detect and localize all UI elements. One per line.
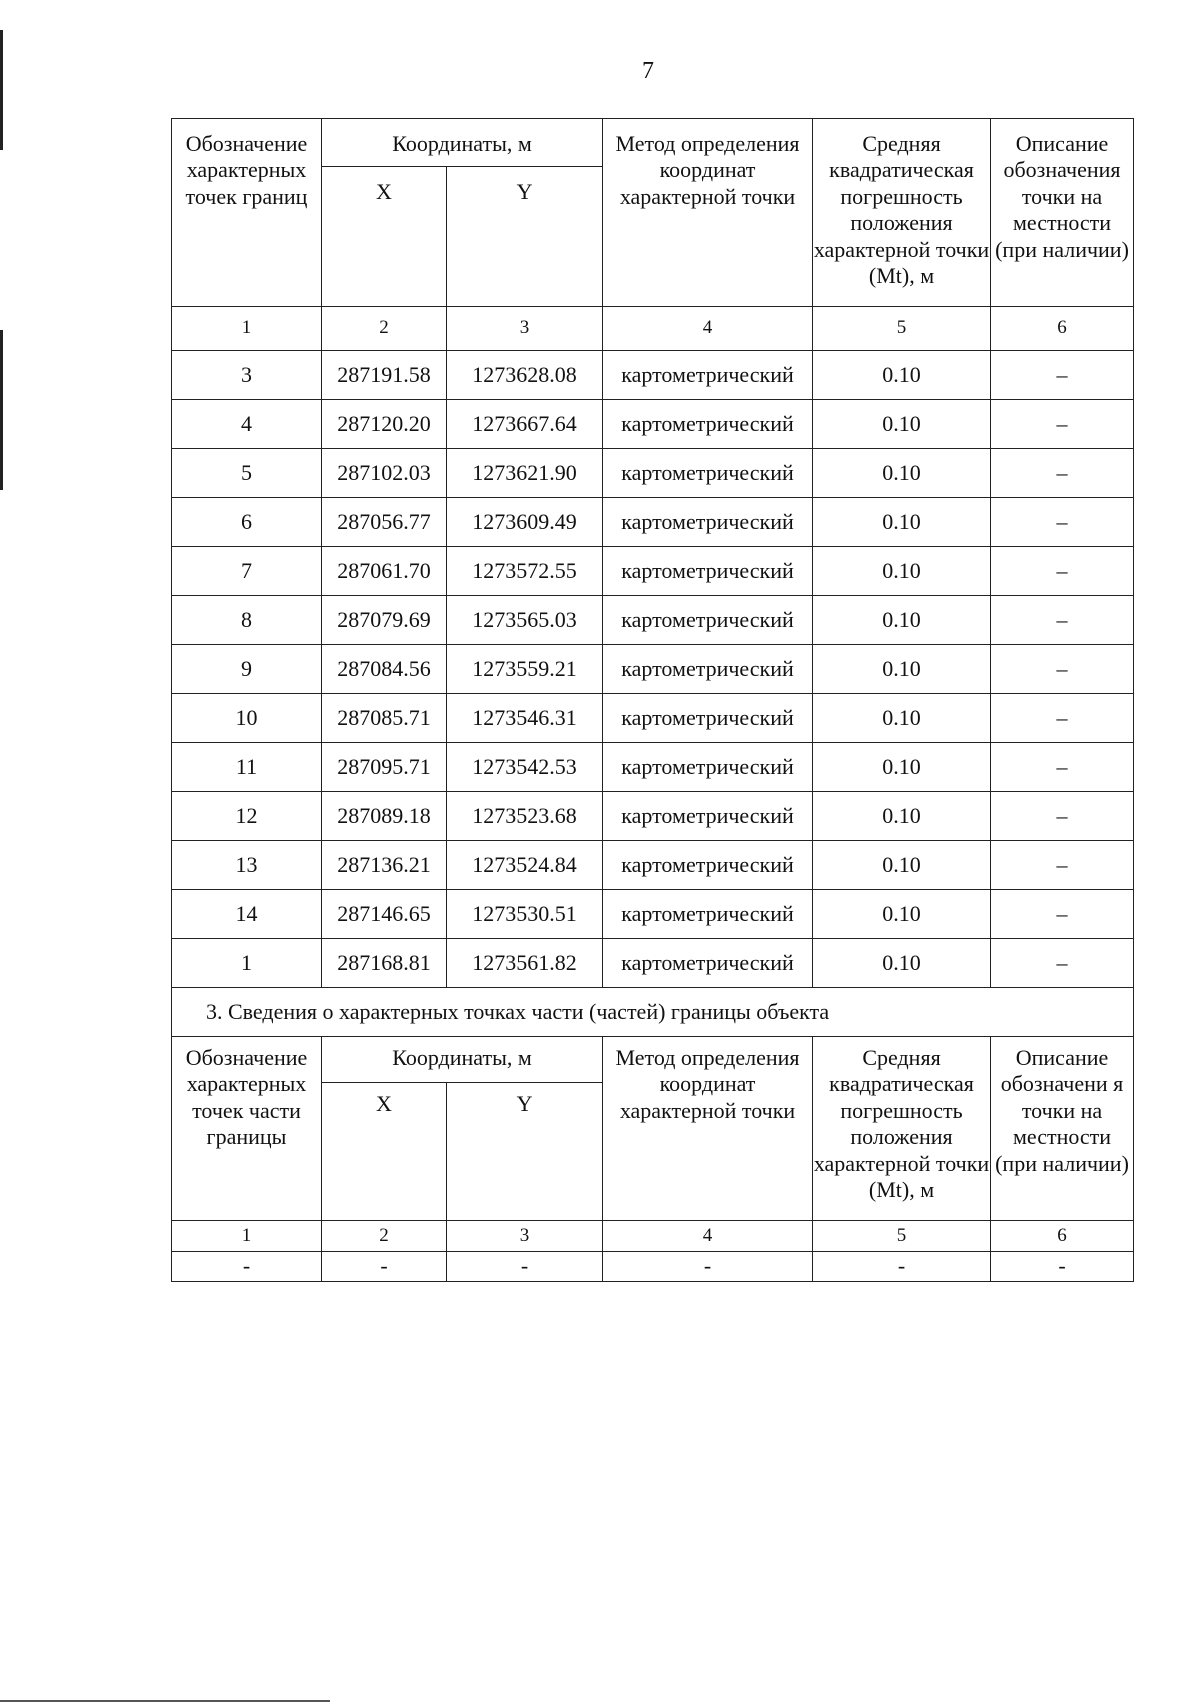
description-cell: – <box>991 498 1134 547</box>
method-cell: картометрический <box>603 498 813 547</box>
description-cell: – <box>991 694 1134 743</box>
y-coordinate-cell: 1273565.03 <box>447 596 603 645</box>
x-coordinate-cell: 287146.65 <box>322 890 447 939</box>
column-number: 2 <box>322 1221 447 1252</box>
header-y: Y <box>447 1083 603 1221</box>
point-number-cell: 13 <box>172 841 322 890</box>
x-coordinate-cell: 287089.18 <box>322 792 447 841</box>
error-cell: 0.10 <box>813 351 991 400</box>
empty-cell: - <box>813 1252 991 1282</box>
header-method: Метод определения координат характерной точки <box>603 119 813 307</box>
point-number-cell: 4 <box>172 400 322 449</box>
table-row <box>172 694 1134 743</box>
y-coordinate-cell: 1273530.51 <box>447 890 603 939</box>
method-cell: картометрический <box>603 645 813 694</box>
column-number: 3 <box>447 1221 603 1252</box>
y-coordinate-cell: 1273572.55 <box>447 547 603 596</box>
method-cell: картометрический <box>603 743 813 792</box>
x-coordinate-cell: 287085.71 <box>322 694 447 743</box>
table-row <box>172 743 1134 792</box>
error-cell: 0.10 <box>813 694 991 743</box>
header-method: Метод определения координат характерной точки <box>603 1037 813 1221</box>
header-coordinates: Координаты, м <box>322 119 603 167</box>
point-number-cell: 10 <box>172 694 322 743</box>
header-description: Описание обозначени я точки на местности (при наличии) <box>991 1037 1134 1221</box>
description-cell: – <box>991 645 1134 694</box>
scan-margin-mark <box>0 330 3 490</box>
point-number-cell: 7 <box>172 547 322 596</box>
header-error: Средняя квадратическая погрешность положения характерной точки (Mt), м <box>813 1037 991 1221</box>
table-row <box>172 939 1134 988</box>
method-cell: картометрический <box>603 547 813 596</box>
header-x: X <box>322 1083 447 1221</box>
y-coordinate-cell: 1273559.21 <box>447 645 603 694</box>
point-number-cell: 9 <box>172 645 322 694</box>
point-number-cell: 8 <box>172 596 322 645</box>
table-row <box>172 792 1134 841</box>
table-row <box>172 596 1134 645</box>
point-number-cell: 3 <box>172 351 322 400</box>
empty-cell: - <box>991 1252 1134 1282</box>
error-cell: 0.10 <box>813 743 991 792</box>
error-cell: 0.10 <box>813 400 991 449</box>
column-number: 1 <box>172 1221 322 1252</box>
method-cell: картометрический <box>603 792 813 841</box>
x-coordinate-cell: 287136.21 <box>322 841 447 890</box>
error-cell: 0.10 <box>813 890 991 939</box>
header-designation: Обозначение характерных точек границ <box>172 119 322 307</box>
x-coordinate-cell: 287120.20 <box>322 400 447 449</box>
table-row <box>172 645 1134 694</box>
table-row <box>172 841 1134 890</box>
point-number-cell: 11 <box>172 743 322 792</box>
x-coordinate-cell: 287084.56 <box>322 645 447 694</box>
table-row <box>172 351 1134 400</box>
column-number: 3 <box>447 307 603 351</box>
error-cell: 0.10 <box>813 449 991 498</box>
header-x: X <box>322 167 447 307</box>
x-coordinate-cell: 287095.71 <box>322 743 447 792</box>
scan-margin-mark <box>0 30 3 150</box>
point-number-cell: 12 <box>172 792 322 841</box>
empty-cell: - <box>172 1252 322 1282</box>
description-cell: – <box>991 400 1134 449</box>
point-number-cell: 14 <box>172 890 322 939</box>
column-number: 6 <box>991 307 1134 351</box>
error-cell: 0.10 <box>813 792 991 841</box>
method-cell: картометрический <box>603 890 813 939</box>
empty-cell: - <box>447 1252 603 1282</box>
point-number-cell: 6 <box>172 498 322 547</box>
page-number: 7 <box>642 58 654 84</box>
description-cell: – <box>991 547 1134 596</box>
error-cell: 0.10 <box>813 841 991 890</box>
point-number-cell: 1 <box>172 939 322 988</box>
y-coordinate-cell: 1273667.64 <box>447 400 603 449</box>
table-row <box>172 498 1134 547</box>
section-3-title: 3. Сведения о характерных точках части (частей) границы объекта <box>172 988 1134 1037</box>
error-cell: 0.10 <box>813 547 991 596</box>
column-number: 1 <box>172 307 322 351</box>
y-coordinate-cell: 1273542.53 <box>447 743 603 792</box>
table-row <box>172 400 1134 449</box>
y-coordinate-cell: 1273609.49 <box>447 498 603 547</box>
description-cell: – <box>991 743 1134 792</box>
y-coordinate-cell: 1273524.84 <box>447 841 603 890</box>
error-cell: 0.10 <box>813 645 991 694</box>
description-cell: – <box>991 449 1134 498</box>
scan-edge-line <box>0 1700 330 1702</box>
column-number: 5 <box>813 307 991 351</box>
x-coordinate-cell: 287079.69 <box>322 596 447 645</box>
y-coordinate-cell: 1273561.82 <box>447 939 603 988</box>
method-cell: картометрический <box>603 449 813 498</box>
point-number-cell: 5 <box>172 449 322 498</box>
description-cell: – <box>991 351 1134 400</box>
column-number: 6 <box>991 1221 1134 1252</box>
y-coordinate-cell: 1273621.90 <box>447 449 603 498</box>
x-coordinate-cell: 287056.77 <box>322 498 447 547</box>
x-coordinate-cell: 287168.81 <box>322 939 447 988</box>
empty-cell: - <box>322 1252 447 1282</box>
header-y: Y <box>447 167 603 307</box>
y-coordinate-cell: 1273546.31 <box>447 694 603 743</box>
x-coordinate-cell: 287061.70 <box>322 547 447 596</box>
description-cell: – <box>991 792 1134 841</box>
error-cell: 0.10 <box>813 939 991 988</box>
header-designation: Обозначение характерных точек части границы <box>172 1037 322 1221</box>
method-cell: картометрический <box>603 841 813 890</box>
error-cell: 0.10 <box>813 596 991 645</box>
column-number: 4 <box>603 307 813 351</box>
method-cell: картометрический <box>603 596 813 645</box>
table-row <box>172 547 1134 596</box>
description-cell: – <box>991 939 1134 988</box>
y-coordinate-cell: 1273628.08 <box>447 351 603 400</box>
method-cell: картометрический <box>603 694 813 743</box>
table-row <box>172 449 1134 498</box>
x-coordinate-cell: 287191.58 <box>322 351 447 400</box>
header-coordinates: Координаты, м <box>322 1037 603 1083</box>
x-coordinate-cell: 287102.03 <box>322 449 447 498</box>
method-cell: картометрический <box>603 939 813 988</box>
column-number: 5 <box>813 1221 991 1252</box>
method-cell: картометрический <box>603 351 813 400</box>
header-error: Средняя квадратическая погрешность положения характерной точки (Mt), м <box>813 119 991 307</box>
column-number: 4 <box>603 1221 813 1252</box>
description-cell: – <box>991 841 1134 890</box>
empty-cell: - <box>603 1252 813 1282</box>
header-description: Описание обозначения точки на местности (при наличии) <box>991 119 1134 307</box>
description-cell: – <box>991 596 1134 645</box>
y-coordinate-cell: 1273523.68 <box>447 792 603 841</box>
column-number: 2 <box>322 307 447 351</box>
coordinates-table <box>171 118 1134 1282</box>
method-cell: картометрический <box>603 400 813 449</box>
table-row <box>172 890 1134 939</box>
error-cell: 0.10 <box>813 498 991 547</box>
description-cell: – <box>991 890 1134 939</box>
